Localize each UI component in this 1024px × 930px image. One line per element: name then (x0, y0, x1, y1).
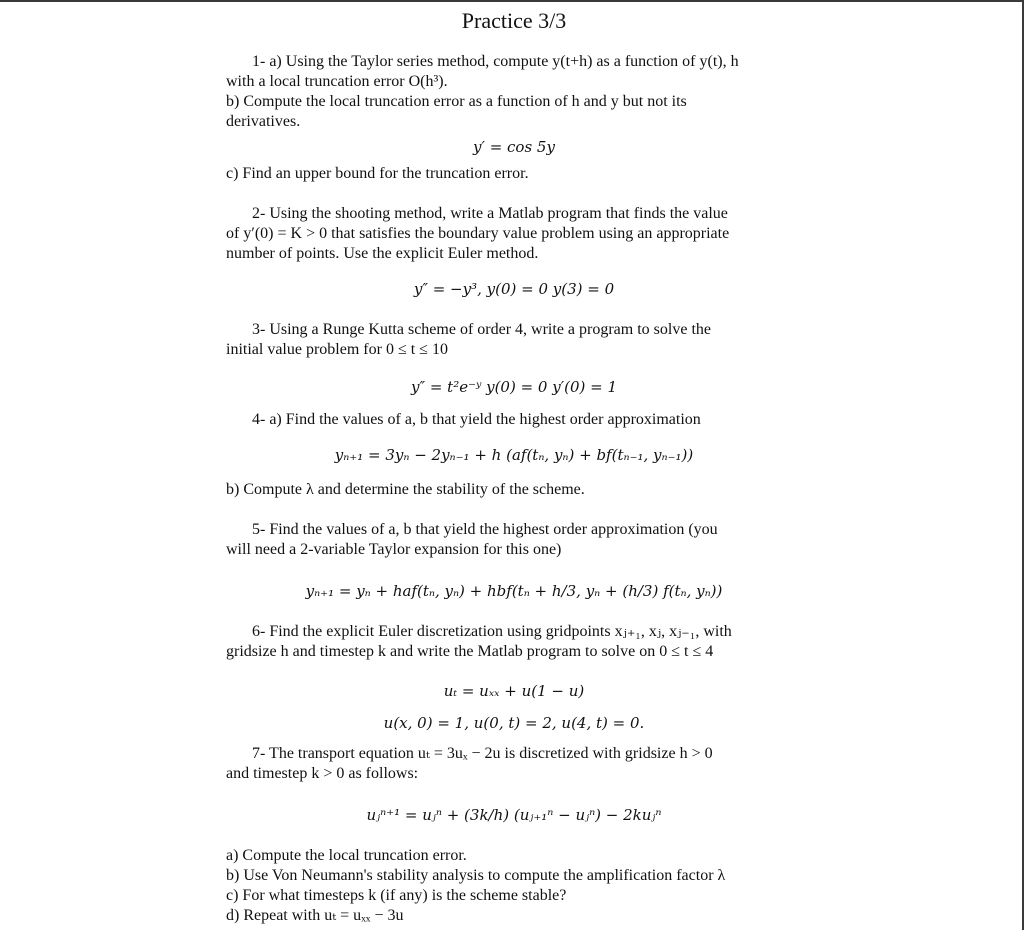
problem-3 (226, 320, 802, 398)
problem-7-equation: uⱼⁿ⁺¹ = uⱼⁿ + (3k/h) (uⱼ₊₁ⁿ − uⱼⁿ) − 2kuⱼⁿ (366, 806, 662, 824)
problem-1-equation: y′ = cos 5y (473, 138, 555, 156)
problem-5-line-2: will need a 2-variable Taylor expansion for this one) (226, 541, 562, 558)
problem-4-equation: yₙ₊₁ = 3yₙ − 2yₙ₋₁ + h (af(tₙ, yₙ) + bf(tₙ₋₁, yₙ₋₁)) (334, 446, 694, 464)
problem-6-line-2: gridsize h and timestep k and write the Matlab program to solve on 0 ≤ t ≤ 4 (226, 643, 714, 660)
problem-6-line-1: 6- Find the explicit Euler discretization using gridpoints xⱼ₊₁, xⱼ, xⱼ₋₁, with (252, 623, 732, 640)
problem-4-b-line: b) Compute λ and determine the stability of the scheme. (226, 481, 585, 498)
problem-3-equation: y″ = t²e⁻ʸ y(0) = 0 y′(0) = 1 (410, 378, 618, 396)
problem-1-b-line-2: derivatives. (226, 113, 301, 130)
problem-5-line-1: 5- Find the values of a, b that yield the highest order approximation (you (252, 521, 718, 538)
problem-5-equation: yₙ₊₁ = yₙ + haf(tₙ, yₙ) + hbf(tₙ + h/3, yₙ + (h/3) f(tₙ, yₙ)) (305, 582, 723, 600)
problem-1-c-line: c) Find an upper bound for the truncation error. (226, 165, 529, 182)
problem-6-equation-2: u(x, 0) = 1, u(0, t) = 2, u(4, t) = 0. (383, 714, 645, 732)
problem-7-line-1: 7- The transport equation uₜ = 3uₓ − 2u is discretized with gridsize h > 0 (252, 745, 713, 762)
problem-2-equation: y″ = −y³, y(0) = 0 y(3) = 0 (413, 280, 615, 298)
problem-6 (226, 622, 802, 734)
problem-2-line-2: of y′(0) = K > 0 that satisfies the boundary value problem using an appropriate (226, 225, 730, 242)
page-title: Practice 3/3 (461, 8, 567, 33)
problem-4 (226, 410, 802, 500)
problem-1-a-line-2: with a local truncation error O(h³). (226, 73, 448, 90)
problem-7 (226, 744, 802, 926)
problem-7-b-line: b) Use Von Neumann's stability analysis to compute the amplification factor λ (226, 867, 726, 884)
problem-7-c-line: c) For what timesteps k (if any) is the scheme stable? (226, 887, 567, 904)
problem-7-a-line: a) Compute the local truncation error. (226, 847, 467, 864)
problem-6-equation-1: uₜ = uₓₓ + u(1 − u) (443, 682, 585, 700)
problem-2-line-3: number of points. Use the explicit Euler method. (226, 245, 539, 262)
document-page (226, 6, 802, 926)
problem-1-a-line-1: 1- a) Using the Taylor series method, compute y(t+h) as a function of y(t), h (252, 53, 739, 70)
window-top-border (0, 0, 1024, 2)
problem-7-d-line: d) Repeat with uₜ = uₓₓ − 3u (226, 907, 404, 924)
problem-2 (226, 204, 802, 300)
problem-4-line-1: 4- a) Find the values of a, b that yield the highest order approximation (252, 411, 701, 428)
problem-3-line-1: 3- Using a Runge Kutta scheme of order 4, write a program to solve the (252, 321, 711, 338)
problem-3-line-2: initial value problem for 0 ≤ t ≤ 10 (226, 341, 448, 358)
problem-2-line-1: 2- Using the shooting method, write a Matlab program that finds the value (252, 205, 728, 222)
problem-1 (226, 52, 802, 184)
problem-7-line-2: and timestep k > 0 as follows: (226, 765, 419, 782)
problem-5 (226, 520, 802, 602)
problem-1-b-line-1: b) Compute the local truncation error as a function of h and y but not its (226, 93, 687, 110)
